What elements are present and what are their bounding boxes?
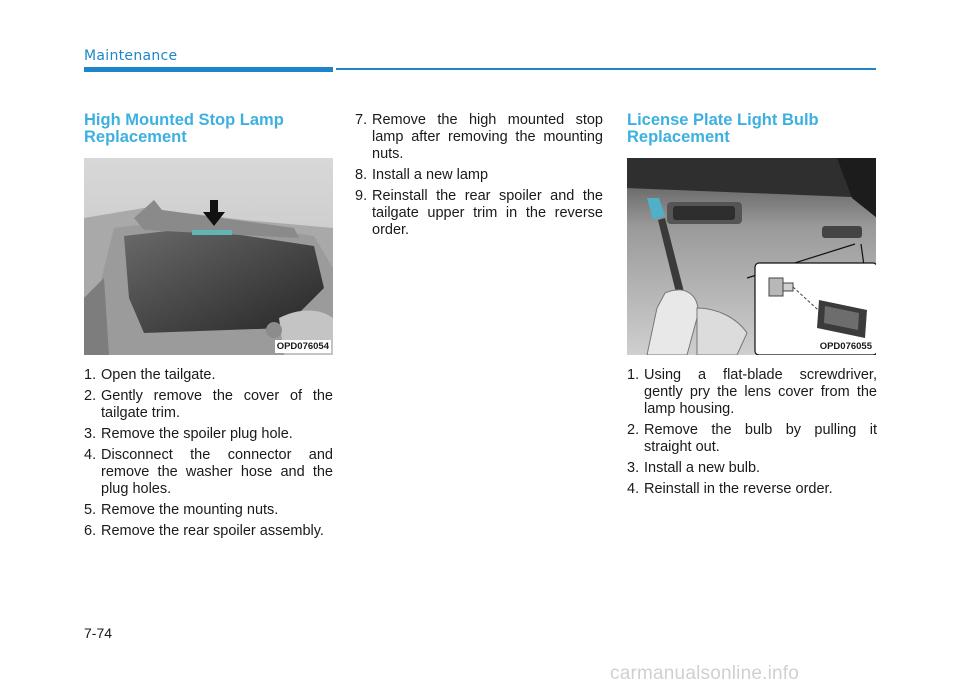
license-light-illustration (627, 158, 876, 355)
figure-stop-lamp (84, 158, 333, 355)
steps-license-plate (627, 367, 877, 498)
figure-license-plate (627, 158, 876, 355)
page-number: 7-74 (84, 625, 113, 641)
section-label: Maintenance (84, 48, 178, 64)
list-item: 2. Gently remove the cover of the tailgate trim. (84, 388, 333, 421)
header-rule-thin (336, 68, 876, 70)
steps-stop-lamp-continued (355, 112, 603, 239)
list-item: 1. Open the tailgate. (84, 367, 216, 383)
header-rule-thick (84, 67, 333, 72)
car-rear-illustration (84, 158, 333, 355)
list-item: 4. Disconnect the connector and remove the washer hose and the plug holes. (84, 447, 333, 497)
watermark-text: carmanualsonline.info (610, 663, 800, 684)
list-item: 4. Reinstall in the reverse order. (627, 481, 833, 497)
list-item: 2. Remove the bulb by pulling it straight out. (627, 422, 877, 455)
column-stop-lamp (84, 112, 333, 544)
steps-stop-lamp (84, 367, 333, 540)
list-item: 6. Remove the rear spoiler assembly. (84, 523, 324, 539)
heading-stop-lamp: High Mounted Stop Lamp Replacement (84, 111, 284, 146)
figure-code-stop-lamp: OPD076054 (276, 341, 329, 352)
figure-code-license-plate: OPD076055 (819, 341, 872, 352)
column-stop-lamp-continued (355, 112, 603, 243)
list-item: 9. Reinstall the rear spoiler and the tailgate upper trim in the reverse order. (355, 188, 603, 238)
list-item: 1. Using a flat-blade screwdriver, gently pry the lens cover from the lamp housing. (627, 367, 877, 417)
heading-license-plate: License Plate Light Bulb Replacement (627, 111, 819, 146)
list-item: 5. Remove the mounting nuts. (84, 502, 279, 518)
list-item: 8. Install a new lamp (355, 167, 489, 183)
list-item: 3. Install a new bulb. (627, 460, 761, 476)
list-item: 3. Remove the spoiler plug hole. (84, 426, 293, 442)
column-license-plate (627, 112, 877, 502)
list-item: 7. Remove the high mounted stop lamp after removing the mounting nuts. (355, 112, 603, 162)
